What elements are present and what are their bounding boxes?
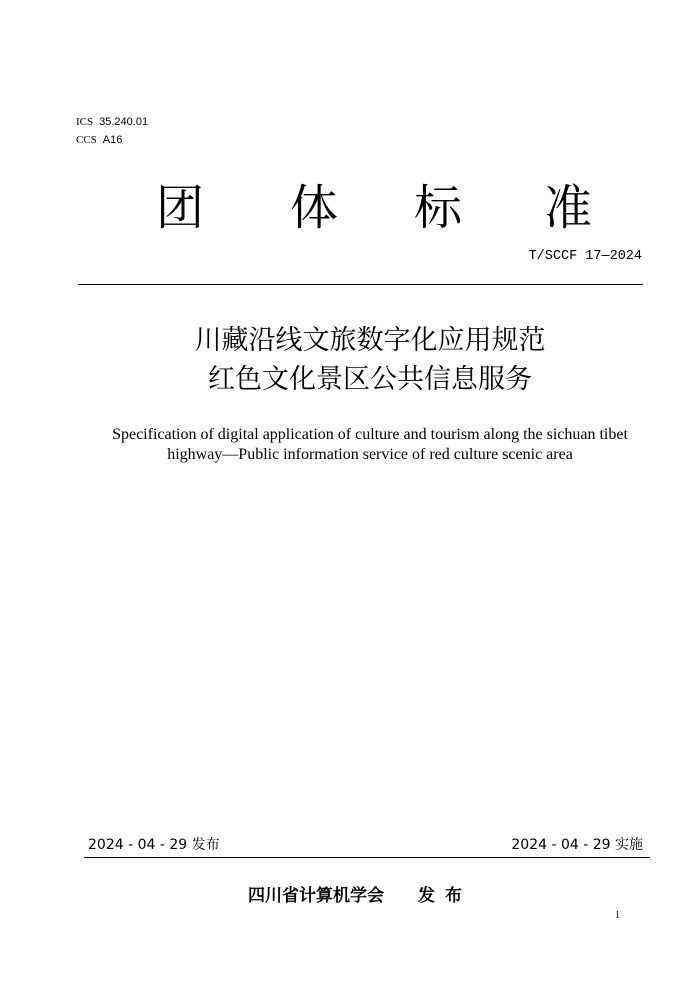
page-number: 1 <box>615 910 620 921</box>
standard-type-char: 体 <box>290 180 339 236</box>
standard-type-char: 准 <box>544 180 593 236</box>
ics-label: ICS <box>76 116 94 128</box>
header-divider <box>78 284 643 285</box>
ccs-row <box>76 133 122 147</box>
title-cn-line1: 川藏沿线文旅数字化应用规范 <box>194 325 546 356</box>
standard-type-char: 团 <box>156 180 205 236</box>
standard-type-char: 标 <box>414 180 463 236</box>
publisher-line <box>0 885 700 907</box>
publisher-name: 四川省计算机学会 <box>248 886 384 906</box>
publish-date-text: 2024 - 04 - 29 发布 <box>88 837 220 853</box>
standard-number: T/SCCF 17—2024 <box>528 249 642 264</box>
publish-date <box>88 836 220 854</box>
ics-row <box>76 115 148 129</box>
title-en-line1: Specification of digital application of culture and tourism along the sichuan tibet <box>112 426 628 443</box>
footer-divider <box>84 857 650 858</box>
publisher-action: 发布 <box>418 886 472 906</box>
title-cn-line2: 红色文化景区公共信息服务 <box>208 364 532 395</box>
ccs-value: A16 <box>102 134 123 146</box>
standard-type-heading <box>76 178 642 242</box>
ccs-label: CCS <box>76 134 97 146</box>
implement-date-text: 2024 - 04 - 29 实施 <box>511 837 643 853</box>
title-en-line2: highway—Public information service of red culture scenic area <box>167 446 573 463</box>
ics-value: 35.240.01 <box>99 116 149 128</box>
implement-date <box>511 836 643 854</box>
